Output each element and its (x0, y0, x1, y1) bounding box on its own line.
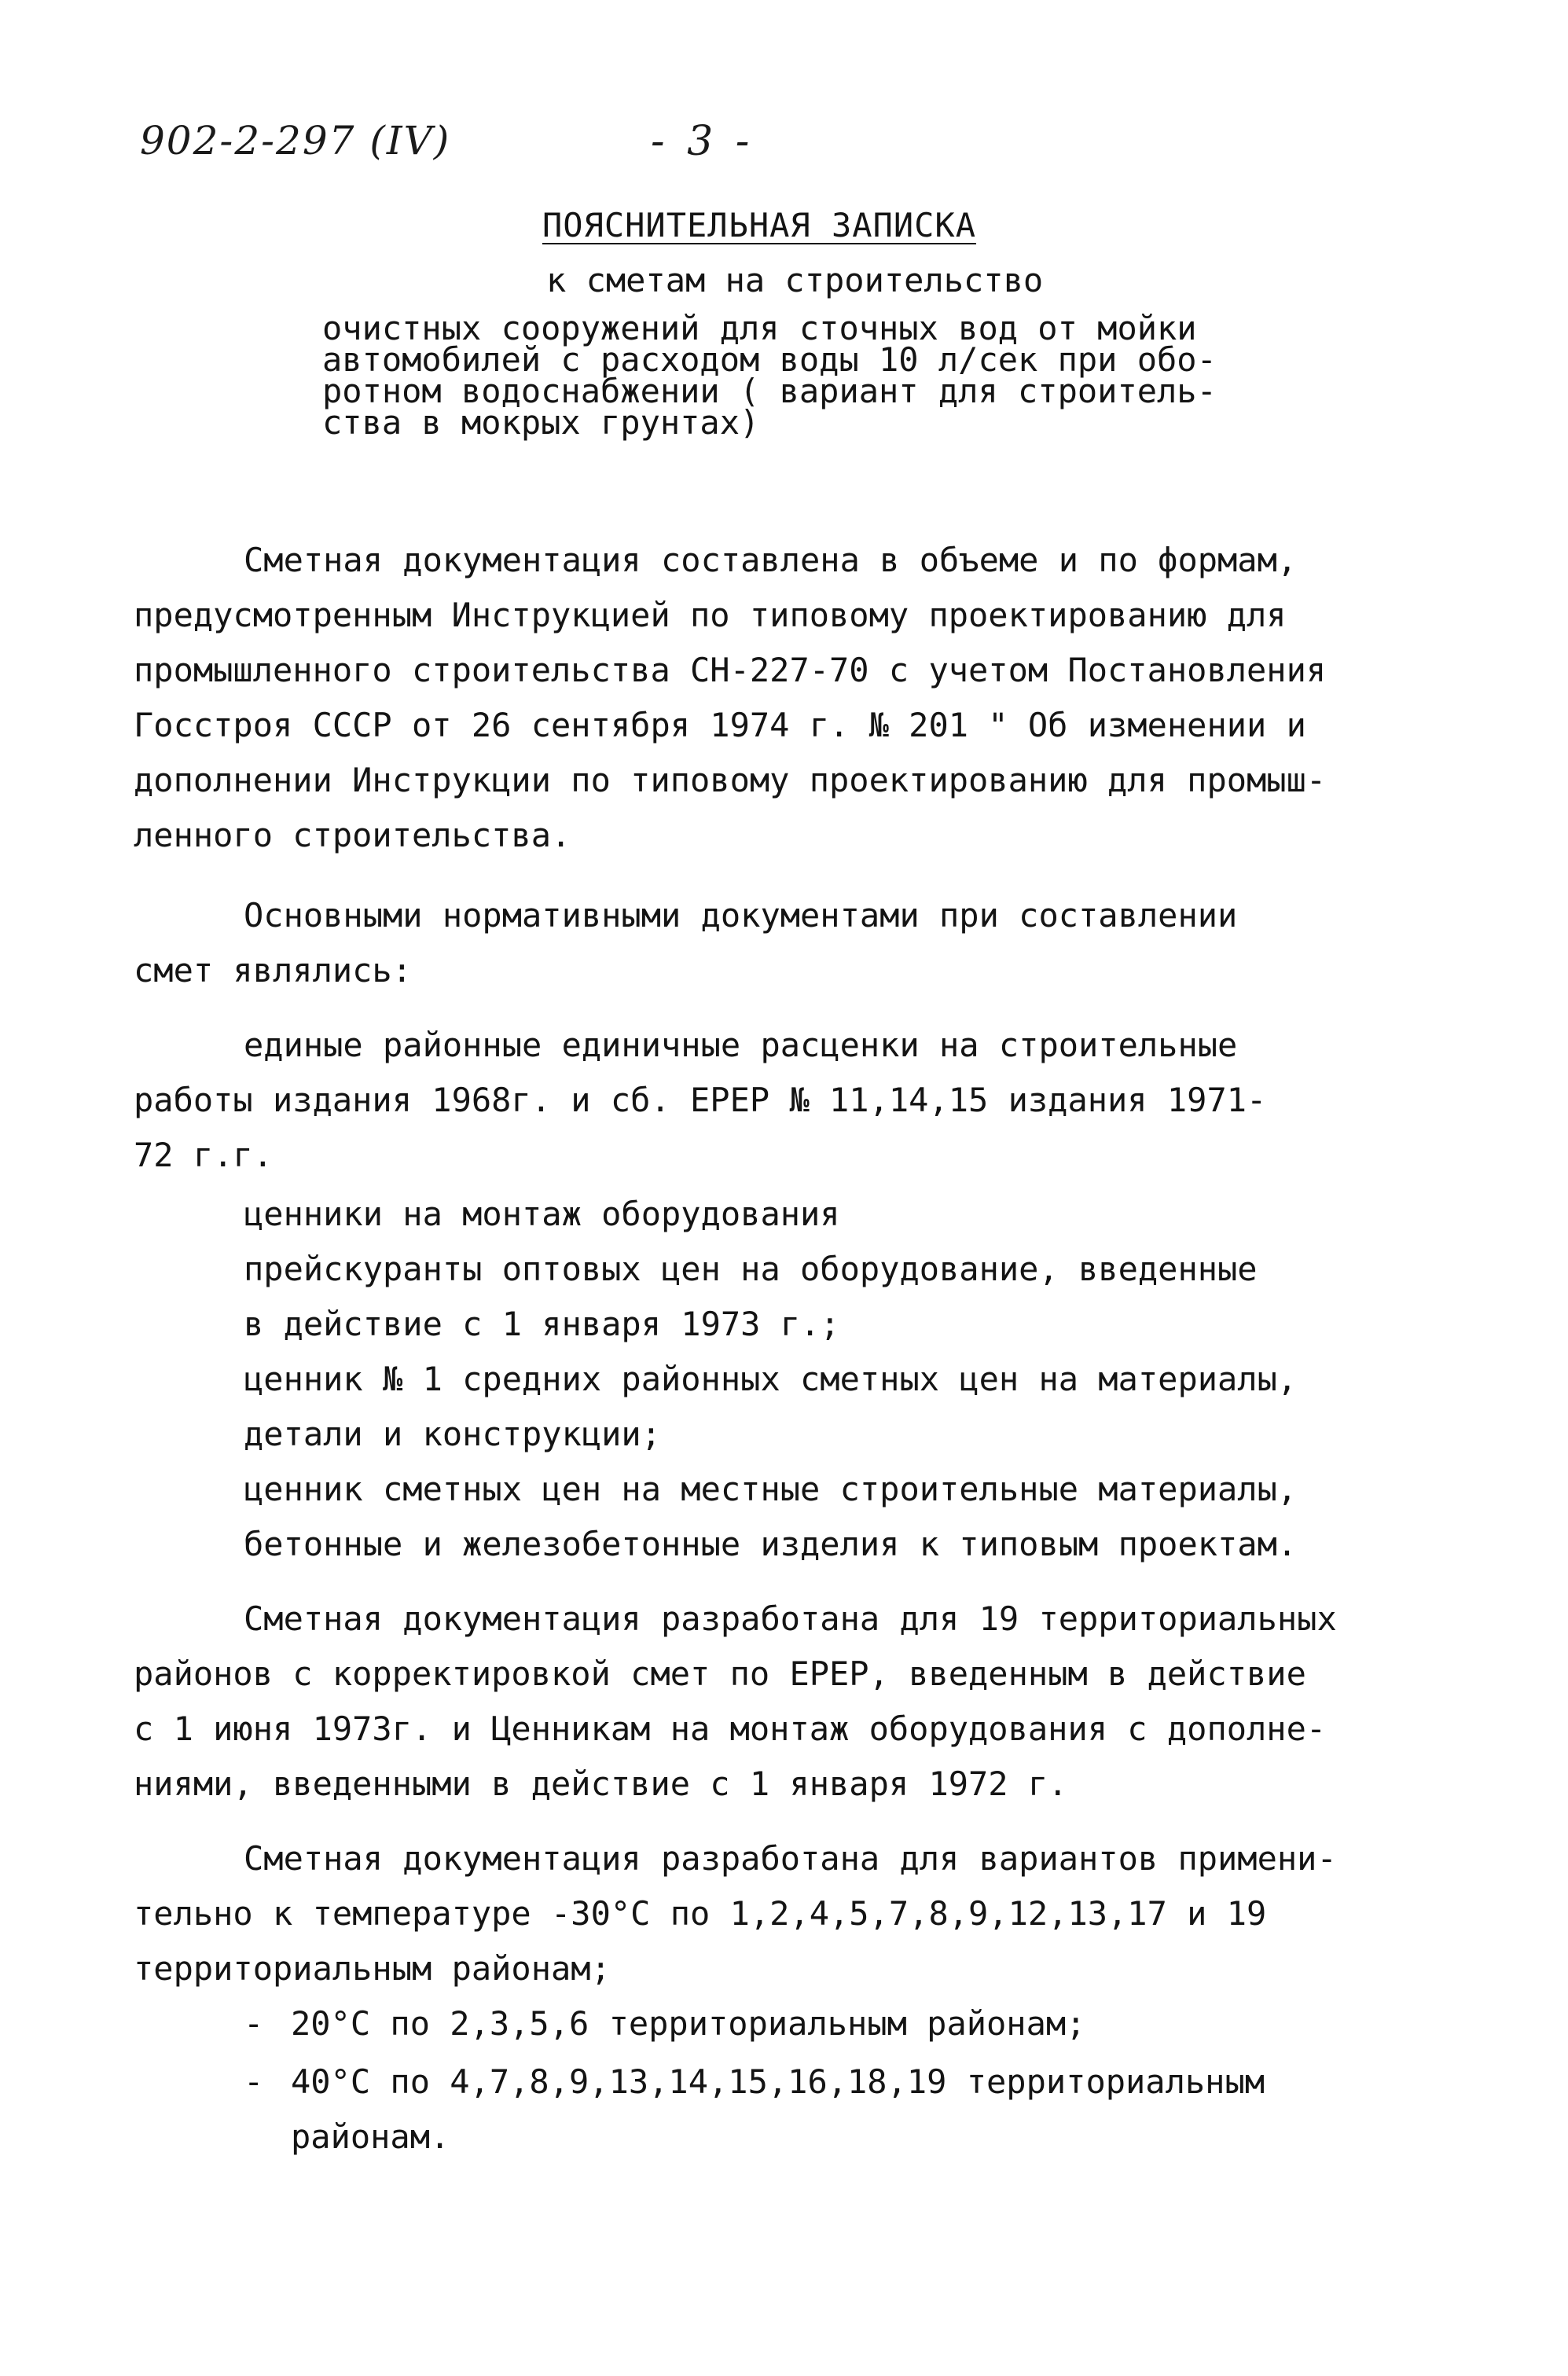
subject-description (322, 309, 1217, 442)
list-item: детали и конструкции; (244, 1415, 662, 1453)
document-code: 902-2-297 (IV) (140, 118, 451, 163)
text-line: 40°С по 4,7,8,9,13,14,15,16,18,19 территориальным (291, 2062, 1265, 2101)
text-line: Основными нормативными документами при составлении (244, 896, 1238, 935)
text-line: 20°С по 2,3,5,6 территориальным районам; (291, 2004, 1086, 2043)
dash-item-40c (134, 2055, 1265, 2165)
text-line: Госстроя СССР от 26 сентября 1974 г. № 201 " Об изменении и (134, 706, 1306, 744)
page-number: - 3 - (651, 118, 755, 165)
text-line: районам. (291, 2117, 450, 2156)
subject-line: очистных сооружений для сточных вод от мойки (322, 309, 1197, 347)
paragraph-rates (134, 1018, 1266, 1183)
text-line: смет являлись: (134, 951, 413, 990)
paragraph-normative-docs (134, 888, 1237, 998)
list-item: в действие с 1 января 1973 г.; (244, 1305, 840, 1343)
list-item: прейскуранты оптовых цен на оборудование, введенные (244, 1250, 1258, 1288)
text-line: Сметная документация разработана для вариантов примени- (244, 1839, 1337, 1878)
list-price-sources (134, 1187, 1297, 1572)
text-line: ниями, введенными в действие с 1 января 1972 г. (134, 1765, 1068, 1803)
text-line: с 1 июня 1973г. и Ценникам на монтаж оборудования с дополне- (134, 1709, 1327, 1748)
text-line: дополнении Инструкции по типовому проектированию для промыш- (134, 761, 1327, 799)
text-line: ленного строительства. (134, 816, 571, 854)
text-line: работы издания 1968г. и сб. ЕРЕР № 11,14,15 издания 1971- (134, 1081, 1267, 1119)
text-line: Сметная документация разработана для 19 территориальных (244, 1599, 1337, 1638)
list-item: ценник сметных цен на местные строительные материалы, (244, 1470, 1298, 1508)
text-line: промышленного строительства СН-227-70 с учетом Постановления (134, 651, 1327, 689)
subject-line: ротном водоснабжении ( вариант для строитель- (322, 372, 1217, 410)
paragraph-scope (134, 533, 1326, 863)
list-item: бетонные и железобетонные изделия к типовым проектам. (244, 1525, 1298, 1563)
text-line: Сметная документация составлена в объеме и по формам, (244, 541, 1298, 579)
list-item: ценники на монтаж оборудования (244, 1195, 840, 1233)
paragraph-territorial-regions (134, 1592, 1337, 1812)
document-subtitle: к сметам на строительство (546, 261, 1044, 299)
subject-line: ства в мокрых грунтах) (322, 403, 760, 442)
text-line: предусмотренным Инструкцией по типовому проектированию для (134, 596, 1287, 634)
subject-line: автомобилей с расходом воды 10 л/сек при обо- (322, 340, 1217, 379)
text-line: 72 г.г. (134, 1136, 274, 1174)
dash-marker: - (244, 2004, 264, 2043)
text-line: территориальным районам; (134, 1949, 611, 1988)
paragraph-temperature-variants (134, 1831, 1337, 1996)
document-title: ПОЯСНИТЕЛЬНАЯ ЗАПИСКА (542, 206, 977, 244)
dash-marker: - (244, 2062, 264, 2101)
list-item: ценник № 1 средних районных сметных цен на материалы, (244, 1360, 1298, 1398)
text-line: районов с корректировкой смет по ЕРЕР, введенным в действие (134, 1654, 1306, 1693)
text-line: единые районные единичные расценки на строительные (244, 1026, 1238, 1064)
dash-item-20c (134, 1996, 1085, 2051)
text-line: тельно к температуре -30°С по 1,2,4,5,7,8,9,12,13,17 и 19 (134, 1894, 1267, 1933)
